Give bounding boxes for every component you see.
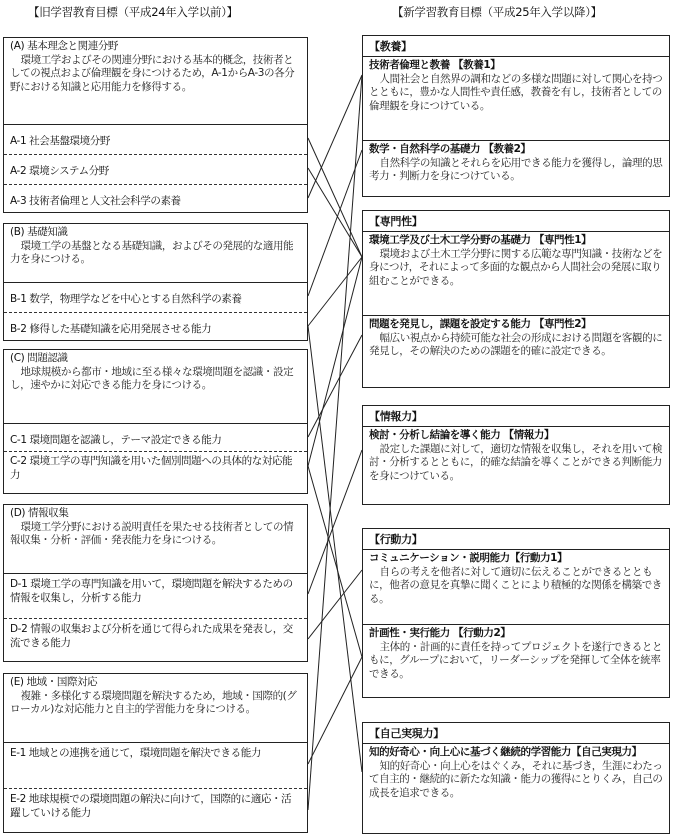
new-item-johoryoku-desc: 設定した課題に対して，適切な情報を収集し，それを用いて検討・分析するとともに，的確な結論を導くことができる判断能力を身につけている。 — [369, 442, 663, 482]
link-b1-kyoyo2 — [308, 150, 362, 296]
link-d1-johoryoku — [308, 450, 362, 594]
old-group-b-title: (B) 基礎知識 — [10, 226, 68, 238]
old-group-e — [3, 673, 308, 833]
new-category-johoryoku: 【情報力】 — [369, 410, 423, 423]
link-c2-kodoryoku2 — [308, 466, 362, 657]
old-group-d — [3, 504, 308, 662]
old-group-b — [3, 223, 308, 341]
old-item-a2: A-2 環境システム分野 — [10, 165, 109, 177]
old-group-e-desc: 複雑・多様化する環境問題を解決するため，地域・国際的(グローカル)な対応能力と自主的学習能力を身につける。 — [10, 689, 297, 715]
old-group-c-desc: 地球規模から都市・地域に至る様々な環境問題を認識・設定し，速やかに対応できる能力を身につける。 — [10, 365, 294, 391]
new-item-senmonsei1-title: 環境工学及び土木工学分野の基礎力 【専門性1】 — [369, 234, 592, 246]
old-group-a — [3, 37, 308, 213]
new-group-johoryoku — [362, 405, 670, 505]
link-c2-senmonsei1 — [308, 257, 362, 466]
new-group-jikojitsugen — [362, 722, 670, 834]
old-item-b1: B-1 数学，物理学などを中心とする自然科学の素養 — [10, 293, 242, 305]
new-category-jikojitsugen: 【自己実現力】 — [369, 727, 444, 740]
link-e1-kodoryoku2 — [308, 657, 362, 764]
new-category-kodoryoku: 【行動力】 — [369, 533, 423, 546]
old-group-e-title: (E) 地域・国際対応 — [10, 676, 98, 688]
new-item-kodoryoku2-desc: 主体的・計画的に責任を持ってプロジェクトを遂行できるとともに，グループにおいて，リーダーシップを発揮して全体を統率できる。 — [369, 640, 663, 680]
new-goals-header: 【新学習教育目標（平成25年入学以降）】 — [392, 5, 602, 19]
old-item-e1: E-1 地域との連携を通じて，環境問題を解決できる能力 — [10, 747, 261, 759]
new-item-kyoyo1-desc: 人間社会と自然界の調和などの多様な問題に対して関心を持つとともに，豊かな人間性や責任感，教養を有し，技術者としての倫理観を身につけている。 — [369, 72, 663, 112]
old-item-c2: C-2 環境工学の専門知識を用いた個別問題への具体的な対応能力 — [10, 455, 293, 481]
old-item-c1: C-1 環境問題を認識し，テーマ設定できる能力 — [10, 434, 222, 446]
link-c1-senmonsei2 — [308, 335, 362, 437]
old-group-d-title: (D) 情報収集 — [10, 507, 69, 519]
new-item-johoryoku-title: 検討・分析し結論を導く能力 【情報力】 — [369, 429, 555, 441]
link-b2-senmonsei1 — [308, 257, 362, 326]
new-item-senmonsei1-desc: 環境および土木工学分野に関する広範な専門知識・技術などを身につけ，それによって多面的な観点から人間社会の発展に取り組むことができる。 — [369, 247, 663, 287]
old-item-d1: D-1 環境工学の専門知識を用いて，環境問題を解決するための情報を収集し，分析する能力 — [10, 578, 293, 604]
old-item-a1: A-1 社会基盤環境分野 — [10, 135, 110, 147]
old-item-b2: B-2 修得した基礎知識を応用発展させる能力 — [10, 323, 212, 335]
new-item-kyoyo2-title: 数学・自然科学の基礎力 【教養2】 — [369, 143, 531, 155]
new-group-kodoryoku — [362, 528, 670, 698]
new-group-senmonsei — [362, 210, 670, 388]
new-item-kyoyo1-title: 技術者倫理と教養 【教養1】 — [369, 59, 501, 71]
old-goals-header: 【旧学習教育目標（平成24年入学以前）】 — [28, 5, 238, 19]
old-group-a-desc: 環境工学およびその関連分野における基本的概念，技術者としての視点および倫理観を身につけるため，A-1からA-3の各分野における知識と応用能力を修得する。 — [10, 53, 295, 93]
link-a1-senmonsei1 — [308, 138, 362, 257]
old-group-c — [3, 349, 308, 494]
old-group-d-desc: 環境工学分野における説明責任を果たせる技術者としての情報収集・分析・評価・発表能力を身につける。 — [10, 520, 294, 546]
old-group-c-title: (C) 問題認識 — [10, 352, 68, 364]
link-b2-jikojitsugen — [308, 326, 362, 772]
link-d2-kodoryoku1 — [308, 570, 362, 639]
link-a2-senmonsei1 — [308, 168, 362, 257]
old-item-d2: D-2 情報の収集および分析を通じて得られた成果を発表し，交流できる能力 — [10, 623, 293, 649]
old-group-a-title: (A) 基本理念と関連分野 — [10, 40, 119, 52]
old-item-a3: A-3 技術者倫理と人文社会科学の素養 — [10, 195, 181, 207]
new-group-kyoyo — [362, 35, 670, 197]
new-item-jikojitsugen-desc: 知的好奇心・向上心をはぐくみ，それに基づき，生涯にわたって自主的・継続的に新たな知識・能力の獲得にとりくみ，自己の成長を追求できる。 — [369, 759, 663, 799]
link-e2-kyoyo1 — [308, 75, 362, 810]
link-a3-kyoyo1 — [308, 75, 362, 198]
new-item-kodoryoku2-title: 計画性・実行能力 【行動力2】 — [369, 627, 511, 639]
new-category-kyoyo: 【教養】 — [369, 40, 412, 53]
new-item-senmonsei2-title: 問題を発見し，課題を設定する能力 【専門性2】 — [369, 318, 592, 330]
new-item-jikojitsugen-title: 知的好奇心・向上心に基づく継続的学習能力【自己実現力】 — [369, 746, 642, 758]
new-item-kodoryoku1-desc: 自らの考えを他者に対して適切に伝えることができるとともに，他者の意見を真摯に聞くことにより積極的な関係を構築できる。 — [369, 565, 662, 605]
new-item-kodoryoku1-title: コミュニケーション・説明能力【行動力1】 — [369, 552, 568, 564]
new-category-senmonsei: 【専門性】 — [369, 215, 423, 228]
new-item-kyoyo2-desc: 自然科学の知識とそれらを応用できる能力を獲得し，論理的思考力・判断力を身につけている。 — [369, 156, 663, 182]
old-group-b-desc: 環境工学の基盤となる基礎知識，およびその発展的な適用能力を身につける。 — [10, 239, 294, 265]
old-item-e2: E-2 地球規模での環境問題の解決に向けて，国際的に適応・活躍していける能力 — [10, 793, 292, 819]
new-item-senmonsei2-desc: 幅広い視点から持続可能な社会の形成における問題を客観的に発見し，その解決のための課題を的確に設定できる。 — [369, 331, 663, 357]
